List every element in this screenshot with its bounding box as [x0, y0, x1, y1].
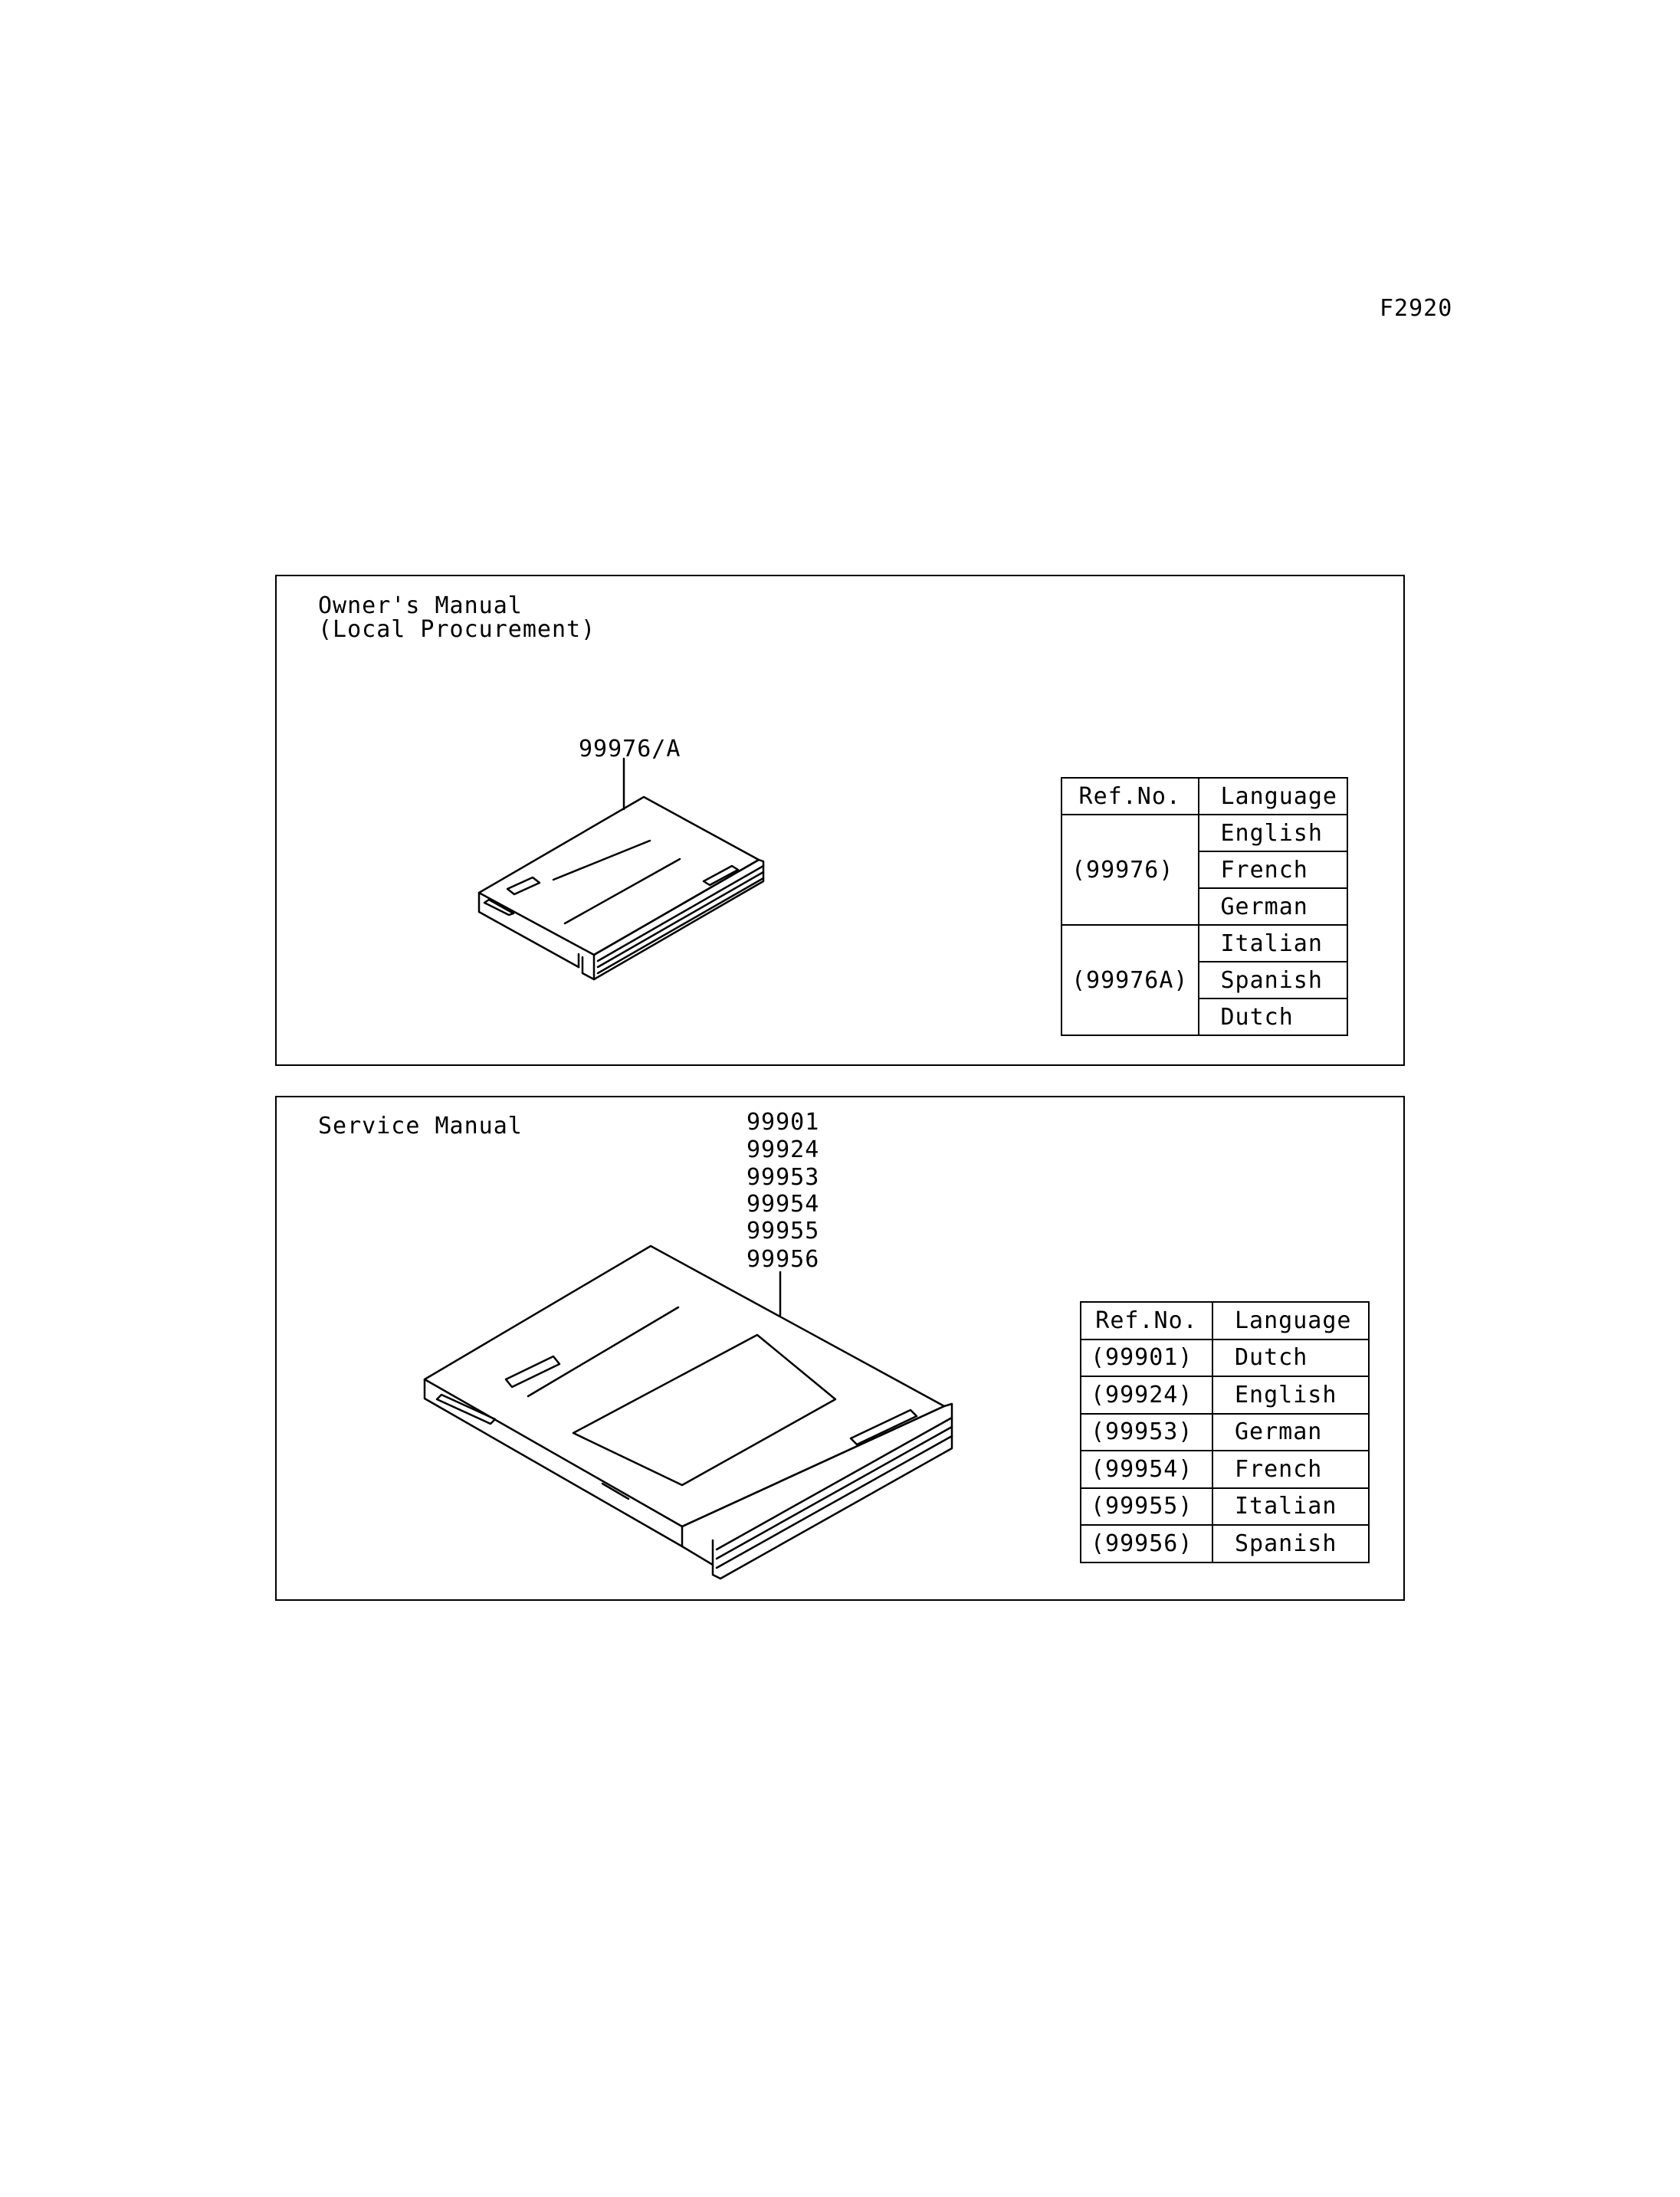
service-manual-callout: 99924 [746, 1136, 820, 1163]
language-header: Language [1199, 778, 1348, 815]
language-header: Language [1212, 1302, 1369, 1340]
ref-header: Ref.No. [1061, 778, 1199, 815]
owners-manual-booklet-icon [479, 759, 763, 979]
ref-cell: (99955) [1081, 1488, 1212, 1526]
ref-cell: (99924) [1081, 1376, 1212, 1414]
owners-manual-subtitle: (Local Procurement) [318, 616, 596, 643]
service-manual-callout: 99955 [746, 1218, 820, 1244]
ref-cell: (99954) [1081, 1451, 1212, 1488]
language-cell: Spanish [1212, 1525, 1369, 1562]
service-manual-callout: 99901 [746, 1109, 820, 1136]
service-manual-callout: 99954 [746, 1191, 820, 1218]
language-cell: German [1212, 1414, 1369, 1451]
ref-cell: (99901) [1081, 1340, 1212, 1377]
ref-cell: (99976) [1061, 815, 1199, 925]
service-manual-title: Service Manual [318, 1113, 523, 1139]
ref-header: Ref.No. [1081, 1302, 1212, 1340]
owners-manual-callout: 99976/A [579, 736, 681, 762]
ref-cell: (99953) [1081, 1414, 1212, 1451]
service-manual-callout: 99956 [746, 1246, 820, 1273]
language-cell: Italian [1199, 925, 1348, 962]
language-cell: Dutch [1212, 1340, 1369, 1377]
figure-code: F2920 [1380, 295, 1453, 322]
language-cell: German [1199, 888, 1348, 925]
ref-cell: (99956) [1081, 1525, 1212, 1562]
language-cell: French [1199, 851, 1348, 888]
language-cell: French [1212, 1451, 1369, 1488]
language-cell: English [1199, 815, 1348, 851]
language-cell: English [1212, 1376, 1369, 1414]
service-manual-callout: 99953 [746, 1164, 820, 1191]
service-manual-book-icon [425, 1246, 952, 1579]
language-cell: Italian [1212, 1488, 1369, 1526]
owners-manual-title: Owner's Manual [318, 592, 523, 619]
ref-cell: (99976A) [1061, 925, 1199, 1035]
language-cell: Dutch [1199, 998, 1348, 1035]
language-cell: Spanish [1199, 962, 1348, 998]
